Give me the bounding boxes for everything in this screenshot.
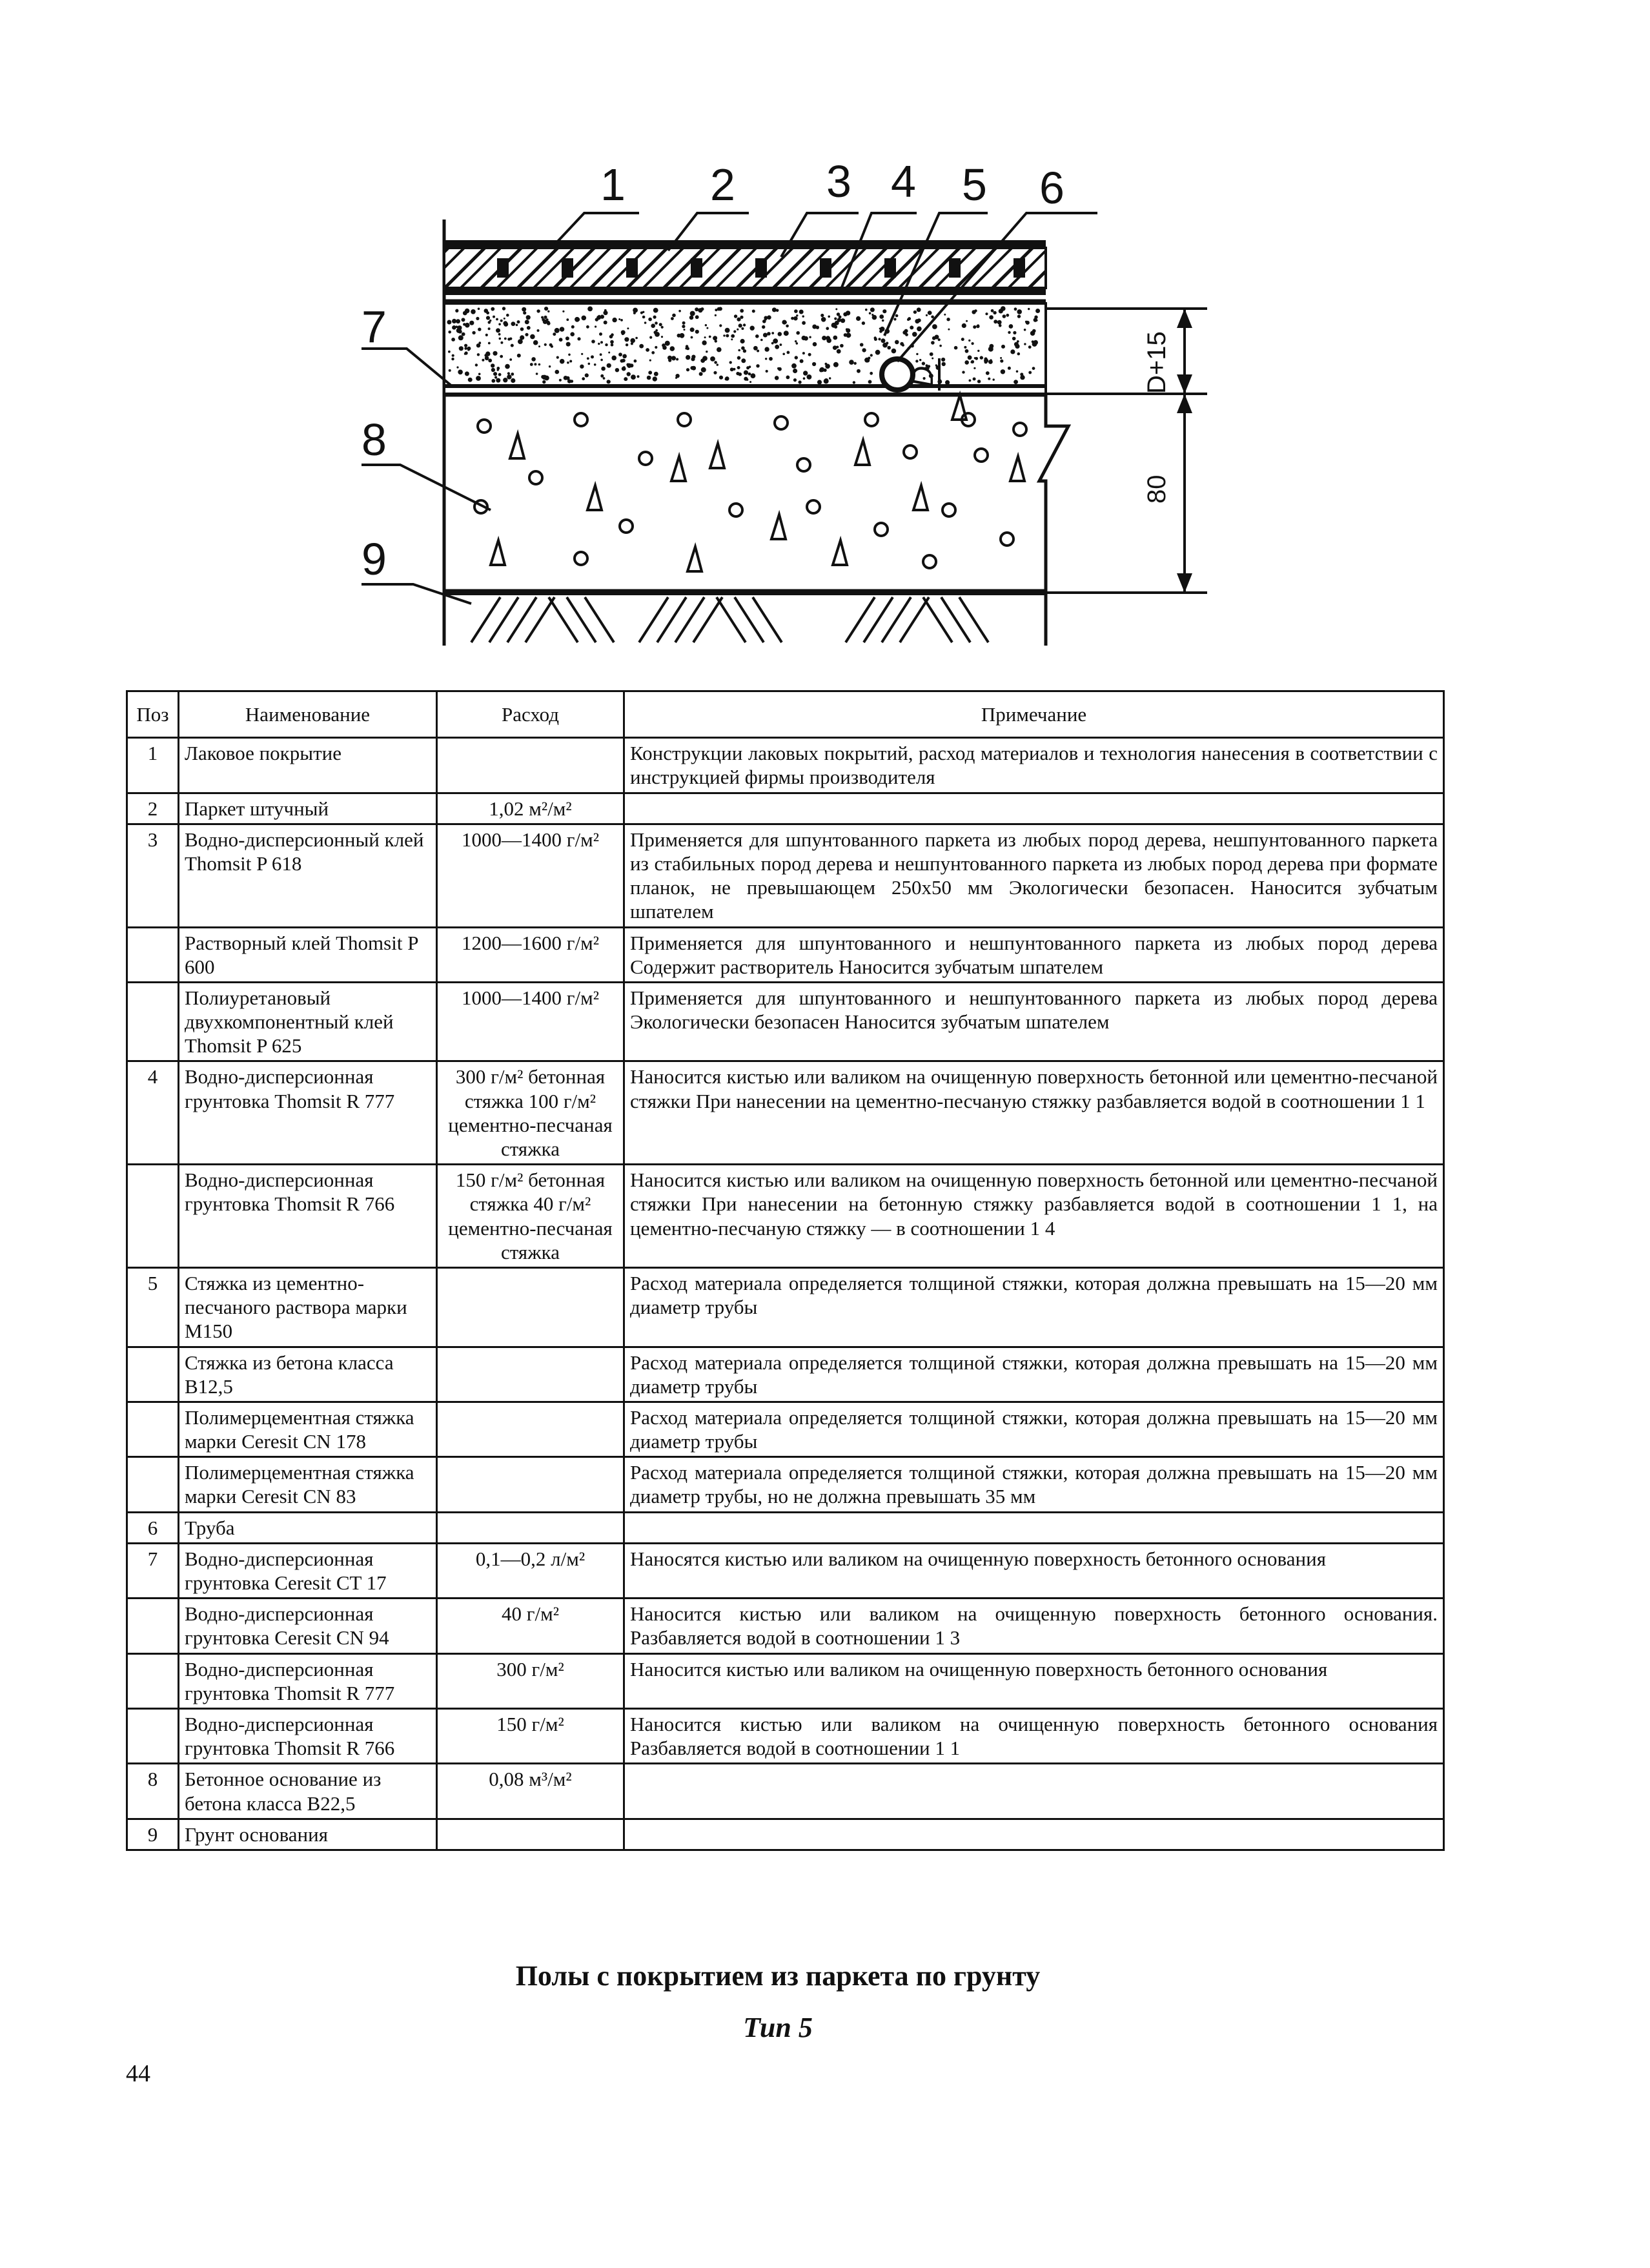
figure-type-label: Тип 5	[743, 2012, 813, 2043]
cell-name: Полиуретановый двухкомпонентный клей Thomsit P 625	[179, 982, 437, 1061]
cell-name: Лаковое покрытие	[179, 738, 437, 793]
cell-note: Расход материала определяется толщиной стяжки, которая должна превышать на 15—20 мм диаметр трубы	[624, 1347, 1444, 1402]
dimension-base-label: 80	[1143, 475, 1171, 504]
cell-rate	[437, 1819, 624, 1850]
cell-pos	[127, 1708, 179, 1763]
materials-table	[126, 690, 1445, 1851]
cell-pos: 1	[127, 738, 179, 793]
cell-pos: 3	[127, 824, 179, 927]
table-row	[127, 1457, 1444, 1512]
cell-name: Полимерцементная стяжка марки Ceresit CN 83	[179, 1457, 437, 1512]
figure-caption: Полы с покрытием из паркета по грунту	[515, 1960, 1041, 1992]
callout-4: 4	[891, 156, 916, 207]
dimension-lines	[1046, 309, 1207, 593]
callout-7: 7	[362, 301, 387, 352]
table-row	[127, 824, 1444, 927]
cell-pos: 4	[127, 1061, 179, 1165]
cell-rate: 1000—1400 г/м²	[437, 982, 624, 1061]
cell-pos	[127, 1402, 179, 1456]
cell-name: Водно-дисперсионный клей Thomsit P 618	[179, 824, 437, 927]
cell-pos: 7	[127, 1543, 179, 1598]
table-row	[127, 1653, 1444, 1708]
cell-name: Водно-дисперсионная грунтовка Thomsit R 777	[179, 1061, 437, 1165]
cell-pos: 8	[127, 1764, 179, 1819]
page-number: 44	[126, 2060, 150, 2087]
cell-note: Наносится кистью или валиком на очищенную поверхность бетонного основания	[624, 1653, 1444, 1708]
cell-note: Конструкции лаковых покрытий, расход материалов и технология нанесения в соответствии с инструкцией фирмы производителя	[624, 738, 1444, 793]
table-row	[127, 1061, 1444, 1165]
cell-rate: 0,08 м³/м²	[437, 1764, 624, 1819]
callout-3: 3	[826, 156, 851, 207]
cell-note: Применяется для шпунтованного и нешпунтованного паркета из любых пород дерева Содержит растворитель Наносится зубчатым шпателем	[624, 927, 1444, 982]
cell-rate	[437, 738, 624, 793]
cell-name: Водно-дисперсионная грунтовка Ceresit CT 17	[179, 1543, 437, 1598]
cell-name: Бетонное основание из бетона класса B22,5	[179, 1764, 437, 1819]
cell-rate	[437, 1267, 624, 1347]
header-pos: Поз	[127, 691, 179, 738]
callout-9: 9	[362, 534, 387, 584]
cell-note	[624, 793, 1444, 824]
table-row	[127, 738, 1444, 793]
cell-pos	[127, 1599, 179, 1653]
dimension-screed-label: D+15	[1143, 331, 1171, 394]
cell-rate: 1,02 м²/м²	[437, 793, 624, 824]
cell-pos: 5	[127, 1267, 179, 1347]
pipe-diameter-symbol: D	[906, 365, 939, 387]
floor-section-drawing	[0, 0, 1650, 659]
cell-name: Водно-дисперсионная грунтовка Thomsit R 777	[179, 1653, 437, 1708]
cell-note	[624, 1819, 1444, 1850]
table-row	[127, 1819, 1444, 1850]
cell-note: Наносится кистью или валиком на очищенную поверхность бетонной или цементно-песчаной стяжки При нанесении на бетонную стяжку разбавляется водой в соотношении 1 1, на цементно-песчаную стяжку — в соотношении 1 4	[624, 1165, 1444, 1268]
cell-rate	[437, 1347, 624, 1402]
header-note: Примечание	[624, 691, 1444, 738]
cell-pos	[127, 1347, 179, 1402]
cell-rate: 150 г/м²	[437, 1708, 624, 1763]
cell-name: Растворный клей Thomsit P 600	[179, 927, 437, 982]
callout-6: 6	[1039, 163, 1064, 213]
cell-name: Водно-дисперсионная грунтовка Thomsit R 766	[179, 1165, 437, 1268]
cell-pos	[127, 927, 179, 982]
callout-5: 5	[962, 159, 987, 210]
header-name: Наименование	[179, 691, 437, 738]
table-row	[127, 793, 1444, 824]
cell-name: Паркет штучный	[179, 793, 437, 824]
table-row	[127, 927, 1444, 982]
cell-pos: 9	[127, 1819, 179, 1850]
table-row	[127, 1543, 1444, 1598]
cell-name: Стяжка из бетона класса B12,5	[179, 1347, 437, 1402]
cell-name: Водно-дисперсионная грунтовка Thomsit R 766	[179, 1708, 437, 1763]
table-row	[127, 1402, 1444, 1456]
cell-name: Грунт основания	[179, 1819, 437, 1850]
cell-rate: 1200—1600 г/м²	[437, 927, 624, 982]
cell-name: Полимерцементная стяжка марки Ceresit CN 178	[179, 1402, 437, 1456]
table-row	[127, 1165, 1444, 1268]
cell-name: Труба	[179, 1512, 437, 1543]
cell-note: Наносится кистью или валиком на очищенную поверхность бетонного основания. Разбавляется водой в соотношении 1 3	[624, 1599, 1444, 1653]
table-header-row	[127, 691, 1444, 738]
table-row	[127, 1347, 1444, 1402]
cell-pos: 2	[127, 793, 179, 824]
cell-name: Водно-дисперсионная грунтовка Ceresit CN 94	[179, 1599, 437, 1653]
cell-note: Наносится кистью или валиком на очищенную поверхность бетонного основания Разбавляется водой в соотношении 1 1	[624, 1708, 1444, 1763]
cell-pos	[127, 982, 179, 1061]
cell-rate: 150 г/м² бетонная стяжка 40 г/м² цементно-песчаная стяжка	[437, 1165, 624, 1268]
cell-rate	[437, 1457, 624, 1512]
cell-rate: 300 г/м²	[437, 1653, 624, 1708]
table-row	[127, 982, 1444, 1061]
callout-8: 8	[362, 414, 387, 465]
cell-note: Применяется для шпунтованного и нешпунтованного паркета из любых пород дерева Экологически безопасен Наносится зубчатым шпателем	[624, 982, 1444, 1061]
cell-pos: 6	[127, 1512, 179, 1543]
cell-note: Наносится кистью или валиком на очищенную поверхность бетонной или цементно-песчаной стяжки При нанесении на цементно-песчаную стяжку разбавляется водой в соотношении 1 1	[624, 1061, 1444, 1165]
cell-rate	[437, 1402, 624, 1456]
cell-note	[624, 1764, 1444, 1819]
cell-pos	[127, 1457, 179, 1512]
concrete-base-outline	[444, 395, 1068, 591]
table-row	[127, 1764, 1444, 1819]
table-row	[127, 1599, 1444, 1653]
cell-name: Стяжка из цементно-песчаного раствора марки M150	[179, 1267, 437, 1347]
header-rate: Расход	[437, 691, 624, 738]
cell-note: Расход материала определяется толщиной стяжки, которая должна превышать на 15—20 мм диаметр трубы	[624, 1267, 1444, 1347]
callout-1: 1	[600, 159, 626, 210]
cell-note: Расход материала определяется толщиной стяжки, которая должна превышать на 15—20 мм диаметр трубы, но не должна превышать 35 мм	[624, 1457, 1444, 1512]
cell-note: Расход материала определяется толщиной стяжки, которая должна превышать на 15—20 мм диаметр трубы	[624, 1402, 1444, 1456]
cell-rate	[437, 1512, 624, 1543]
cell-pos	[127, 1165, 179, 1268]
cell-rate: 0,1—0,2 л/м²	[437, 1543, 624, 1598]
callout-2: 2	[710, 159, 735, 210]
cell-rate: 40 г/м²	[437, 1599, 624, 1653]
cell-rate: 300 г/м² бетонная стяжка 100 г/м² цементно-песчаная стяжка	[437, 1061, 624, 1165]
cell-pos	[127, 1653, 179, 1708]
table-row	[127, 1708, 1444, 1763]
cell-note: Наносятся кистью или валиком на очищенную поверхность бетонного основания	[624, 1543, 1444, 1598]
soil-hatch	[471, 597, 988, 642]
cell-note	[624, 1512, 1444, 1543]
table-row	[127, 1512, 1444, 1543]
cell-note: Применяется для шпунтованного паркета из любых пород дерева, нешпунтованного паркета из стабильных пород дерева и нешпунтованного паркета из любых пород дерева при формате планок, не превышающем 250х50 мм Экологически безопасен. Наносится зубчатым шпателем	[624, 824, 1444, 927]
table-row	[127, 1267, 1444, 1347]
lacquer-coating-layer	[444, 240, 1046, 247]
cell-rate: 1000—1400 г/м²	[437, 824, 624, 927]
